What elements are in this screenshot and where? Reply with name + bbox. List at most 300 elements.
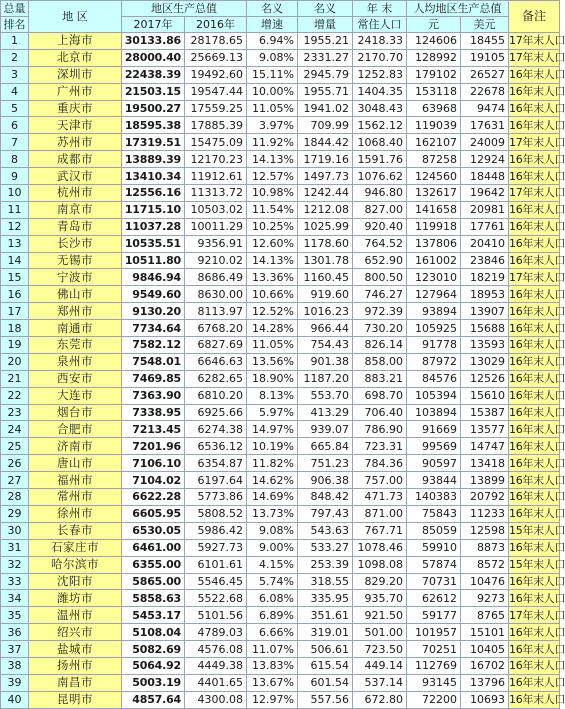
city-cell: 郑州市 — [29, 303, 122, 320]
increment-cell: 1016.23 — [298, 303, 353, 320]
table-row — [1, 438, 560, 455]
rank-cell: 27 — [1, 472, 29, 489]
rank-cell: 25 — [1, 438, 29, 455]
per-capita-yuan-cell: 70251 — [407, 641, 461, 658]
gdp-2017-cell: 7363.90 — [122, 387, 185, 404]
city-cell: 南京市 — [29, 201, 122, 218]
rank-cell: 28 — [1, 489, 29, 506]
per-capita-usd-cell: 15387 — [461, 404, 509, 421]
increment-cell: 1955.21 — [298, 33, 353, 50]
population-cell: 501.00 — [353, 624, 407, 641]
per-capita-usd-cell: 22678 — [461, 83, 509, 100]
city-cell: 成都市 — [29, 151, 122, 168]
per-capita-usd-cell: 9474 — [461, 100, 509, 117]
growth-cell: 12.97% — [247, 691, 298, 708]
header-rank-top: 总量 — [1, 1, 29, 17]
gdp-2017-cell: 6605.95 — [122, 505, 185, 522]
gdp-2017-cell: 13889.39 — [122, 151, 185, 168]
header-percap-yuan: 元 — [407, 17, 461, 33]
rank-cell: 2 — [1, 49, 29, 66]
growth-cell: 14.62% — [247, 472, 298, 489]
per-capita-usd-cell: 15101 — [461, 624, 509, 641]
increment-cell: 533.27 — [298, 539, 353, 556]
gdp-2017-cell: 5108.04 — [122, 624, 185, 641]
rank-cell: 11 — [1, 201, 29, 218]
note-cell: 16年末人口 — [509, 659, 565, 673]
per-capita-yuan-cell: 128992 — [407, 49, 461, 66]
city-cell: 济南市 — [29, 438, 122, 455]
note-cell: 16年末人口 — [509, 85, 565, 99]
per-capita-usd-cell: 26527 — [461, 66, 509, 83]
gdp-2017-cell: 5003.19 — [122, 674, 185, 691]
increment-cell: 919.60 — [298, 286, 353, 303]
growth-cell: 13.56% — [247, 353, 298, 370]
header-region: 地 区 — [29, 1, 122, 33]
increment-cell: 754.43 — [298, 337, 353, 354]
note-cell: 16年末人口 — [509, 693, 565, 707]
rank-cell: 1 — [1, 33, 29, 50]
growth-cell: 10.19% — [247, 438, 298, 455]
rank-cell: 39 — [1, 674, 29, 691]
growth-cell: 11.92% — [247, 134, 298, 151]
rank-cell: 38 — [1, 657, 29, 674]
gdp-2017-cell: 4857.64 — [122, 691, 185, 708]
gdp-2017-cell: 5858.63 — [122, 590, 185, 607]
gdp-2017-cell: 10535.51 — [122, 235, 185, 252]
city-cell: 青岛市 — [29, 218, 122, 235]
city-cell: 深圳市 — [29, 66, 122, 83]
population-cell: 829.20 — [353, 573, 407, 590]
per-capita-usd-cell: 23846 — [461, 252, 509, 269]
table-row — [1, 691, 560, 708]
per-capita-yuan-cell: 123010 — [407, 269, 461, 286]
rank-cell: 8 — [1, 151, 29, 168]
note-cell: 16年末人口 — [509, 541, 565, 555]
per-capita-yuan-cell: 162107 — [407, 134, 461, 151]
table-row — [1, 252, 560, 269]
growth-cell: 8.13% — [247, 387, 298, 404]
per-capita-yuan-cell: 99569 — [407, 438, 461, 455]
note-cell: 15年末人口 — [509, 558, 565, 572]
increment-cell: 848.42 — [298, 489, 353, 506]
city-cell: 沈阳市 — [29, 573, 122, 590]
gdp-2016-cell: 17885.39 — [185, 117, 247, 134]
note-cell: 16年末人口 — [509, 102, 565, 115]
gdp-2017-cell: 12556.16 — [122, 185, 185, 202]
per-capita-yuan-cell: 103894 — [407, 404, 461, 421]
per-capita-yuan-cell: 62612 — [407, 590, 461, 607]
per-capita-yuan-cell: 72200 — [407, 691, 461, 708]
table-row — [1, 641, 560, 658]
population-cell: 827.00 — [353, 201, 407, 218]
growth-cell: 18.90% — [247, 370, 298, 387]
city-cell: 武汉市 — [29, 168, 122, 185]
table-row — [1, 235, 560, 252]
population-cell: 1562.12 — [353, 117, 407, 134]
gdp-2016-cell: 25669.13 — [185, 49, 247, 66]
header-pop-bottom: 常住人口 — [353, 17, 407, 33]
table-row — [1, 573, 560, 590]
gdp-2016-cell: 8686.49 — [185, 269, 247, 286]
gdp-2016-cell: 15475.09 — [185, 134, 247, 151]
gdp-2016-cell: 17559.25 — [185, 100, 247, 117]
increment-cell: 1497.73 — [298, 168, 353, 185]
population-cell: 784.36 — [353, 455, 407, 472]
gdp-2017-cell: 11715.10 — [122, 201, 185, 218]
growth-cell: 5.97% — [247, 404, 298, 421]
gdp-2017-cell: 7469.85 — [122, 370, 185, 387]
per-capita-usd-cell: 8873 — [461, 539, 509, 556]
note-cell: 16年末人口 — [509, 456, 565, 470]
gdp-2016-cell: 9210.02 — [185, 252, 247, 269]
gdp-2016-cell: 5101.56 — [185, 607, 247, 624]
gdp-2016-cell: 6354.87 — [185, 455, 247, 472]
city-cell: 昆明市 — [29, 691, 122, 708]
per-capita-usd-cell: 14747 — [461, 438, 509, 455]
per-capita-usd-cell: 20792 — [461, 489, 509, 506]
city-cell: 温州市 — [29, 607, 122, 624]
growth-cell: 4.15% — [247, 556, 298, 573]
per-capita-yuan-cell: 161002 — [407, 252, 461, 269]
city-cell: 天津市 — [29, 117, 122, 134]
note-cell: 15年末人口 — [509, 524, 565, 538]
gdp-2017-cell: 18595.38 — [122, 117, 185, 134]
header-percap-group: 人均地区生产总值 — [407, 1, 509, 17]
table-row — [1, 320, 560, 337]
note-cell: 16年末人口 — [509, 304, 565, 318]
growth-cell: 14.28% — [247, 320, 298, 337]
increment-cell: 665.84 — [298, 438, 353, 455]
per-capita-usd-cell: 13577 — [461, 421, 509, 438]
per-capita-usd-cell: 18448 — [461, 168, 509, 185]
gdp-2017-cell: 9130.20 — [122, 303, 185, 320]
population-cell: 764.52 — [353, 235, 407, 252]
per-capita-usd-cell: 18953 — [461, 286, 509, 303]
population-cell: 946.80 — [353, 185, 407, 202]
gdp-2017-cell: 7201.96 — [122, 438, 185, 455]
gdp-2016-cell: 6827.69 — [185, 337, 247, 354]
table-row — [1, 337, 560, 354]
rank-cell: 23 — [1, 404, 29, 421]
population-cell: 767.71 — [353, 522, 407, 539]
table-row — [1, 66, 560, 83]
gdp-2017-cell: 9549.60 — [122, 286, 185, 303]
table-row — [1, 489, 560, 506]
table-row — [1, 370, 560, 387]
table-row — [1, 657, 560, 674]
city-cell: 无锡市 — [29, 252, 122, 269]
city-cell: 合肥市 — [29, 421, 122, 438]
gdp-2016-cell: 4449.38 — [185, 657, 247, 674]
table-row — [1, 83, 560, 100]
note-cell: 16年末人口 — [509, 591, 565, 605]
gdp-2016-cell: 4789.03 — [185, 624, 247, 641]
city-cell: 大连市 — [29, 387, 122, 404]
population-cell: 1404.35 — [353, 83, 407, 100]
per-capita-yuan-cell: 87258 — [407, 151, 461, 168]
gdp-2017-cell: 17319.51 — [122, 134, 185, 151]
per-capita-usd-cell: 18219 — [461, 269, 509, 286]
population-cell: 800.50 — [353, 269, 407, 286]
gdp-2016-cell: 5927.73 — [185, 539, 247, 556]
growth-cell: 14.97% — [247, 421, 298, 438]
table-row — [1, 185, 560, 202]
growth-cell: 10.25% — [247, 218, 298, 235]
increment-cell: 351.61 — [298, 607, 353, 624]
per-capita-yuan-cell: 153118 — [407, 83, 461, 100]
growth-cell: 14.13% — [247, 252, 298, 269]
note-cell: 16年末人口 — [509, 422, 565, 436]
table-row — [1, 201, 560, 218]
increment-cell: 1301.78 — [298, 252, 353, 269]
table-row — [1, 387, 560, 404]
gdp-2016-cell: 6197.64 — [185, 472, 247, 489]
gdp-2016-cell: 9356.91 — [185, 235, 247, 252]
per-capita-usd-cell: 19642 — [461, 185, 509, 202]
rank-cell: 21 — [1, 370, 29, 387]
gdp-2016-cell: 6768.20 — [185, 320, 247, 337]
increment-cell: 1025.99 — [298, 218, 353, 235]
header-gdp-group: 地区生产总值 — [122, 1, 247, 17]
gdp-2016-cell: 6925.66 — [185, 404, 247, 421]
gdp-2017-cell: 5453.17 — [122, 607, 185, 624]
per-capita-yuan-cell: 57874 — [407, 556, 461, 573]
note-cell: 16年末人口 — [509, 254, 565, 268]
per-capita-usd-cell: 10476 — [461, 573, 509, 590]
note-cell: 17年末人口 — [509, 51, 565, 65]
increment-cell: 253.39 — [298, 556, 353, 573]
growth-cell: 11.07% — [247, 641, 298, 658]
note-cell: 16年末人口 — [509, 625, 565, 639]
per-capita-usd-cell: 8572 — [461, 556, 509, 573]
per-capita-yuan-cell: 93894 — [407, 303, 461, 320]
increment-cell: 1187.20 — [298, 370, 353, 387]
per-capita-usd-cell: 17631 — [461, 117, 509, 134]
gdp-2016-cell: 6536.12 — [185, 438, 247, 455]
city-cell: 盐城市 — [29, 641, 122, 658]
increment-cell: 797.43 — [298, 505, 353, 522]
per-capita-yuan-cell: 70731 — [407, 573, 461, 590]
table-row — [1, 269, 560, 286]
gdp-2017-cell: 28000.40 — [122, 49, 185, 66]
gdp-2017-cell: 7338.95 — [122, 404, 185, 421]
table-row — [1, 100, 560, 117]
note-cell: 17年末人口 — [509, 608, 565, 622]
growth-cell: 11.82% — [247, 455, 298, 472]
population-cell: 826.14 — [353, 337, 407, 354]
gdp-2017-cell: 7734.64 — [122, 320, 185, 337]
header-growth-top: 名义 — [247, 1, 298, 17]
header-rank-bottom: 排名 — [1, 17, 29, 33]
gdp-2017-cell: 6355.00 — [122, 556, 185, 573]
population-cell: 786.90 — [353, 421, 407, 438]
increment-cell: 1242.44 — [298, 185, 353, 202]
city-cell: 长春市 — [29, 522, 122, 539]
per-capita-usd-cell: 13899 — [461, 472, 509, 489]
per-capita-usd-cell: 13029 — [461, 353, 509, 370]
city-cell: 石家庄市 — [29, 539, 122, 556]
population-cell: 972.39 — [353, 303, 407, 320]
rank-cell: 9 — [1, 168, 29, 185]
city-cell: 南通市 — [29, 320, 122, 337]
city-cell: 西安市 — [29, 370, 122, 387]
city-cell: 佛山市 — [29, 286, 122, 303]
rank-cell: 7 — [1, 134, 29, 151]
note-cell: 17年末人口 — [509, 34, 565, 48]
gdp-2016-cell: 19547.44 — [185, 83, 247, 100]
note-cell: 16年末人口 — [509, 507, 565, 521]
increment-cell: 2945.79 — [298, 66, 353, 83]
city-cell: 哈尔滨市 — [29, 556, 122, 573]
gdp-2016-cell: 10503.02 — [185, 201, 247, 218]
note-cell: 16年末人口 — [509, 118, 565, 132]
gdp-2017-cell: 7548.01 — [122, 353, 185, 370]
per-capita-yuan-cell: 119918 — [407, 218, 461, 235]
population-cell: 1068.40 — [353, 134, 407, 151]
rank-cell: 10 — [1, 185, 29, 202]
note-cell: 16年末人口 — [509, 287, 565, 301]
table-row — [1, 421, 560, 438]
rank-cell: 6 — [1, 117, 29, 134]
population-cell: 746.27 — [353, 286, 407, 303]
increment-cell: 966.44 — [298, 320, 353, 337]
gdp-2017-cell: 5064.92 — [122, 657, 185, 674]
growth-cell: 10.00% — [247, 83, 298, 100]
population-cell: 723.31 — [353, 438, 407, 455]
header-percap-usd: 美元 — [461, 17, 509, 33]
header-gdp-2016: 2016年 — [185, 17, 247, 33]
population-cell: 757.00 — [353, 472, 407, 489]
city-cell: 重庆市 — [29, 100, 122, 117]
population-cell: 1076.62 — [353, 168, 407, 185]
per-capita-yuan-cell: 75843 — [407, 505, 461, 522]
increment-cell: 2331.27 — [298, 49, 353, 66]
note-cell: 16年末人口 — [509, 355, 565, 369]
increment-cell: 1941.02 — [298, 100, 353, 117]
gdp-2016-cell: 6810.20 — [185, 387, 247, 404]
gdp-2017-cell: 22438.39 — [122, 66, 185, 83]
growth-cell: 13.73% — [247, 505, 298, 522]
increment-cell: 1955.71 — [298, 83, 353, 100]
growth-cell: 13.67% — [247, 674, 298, 691]
gdp-2017-cell: 6622.28 — [122, 489, 185, 506]
table-row — [1, 472, 560, 489]
growth-cell: 11.05% — [247, 100, 298, 117]
gdp-2016-cell: 4401.65 — [185, 674, 247, 691]
gdp-2016-cell: 5546.45 — [185, 573, 247, 590]
increment-cell: 615.54 — [298, 657, 353, 674]
table-row — [1, 674, 560, 691]
gdp-2016-cell: 8113.97 — [185, 303, 247, 320]
per-capita-usd-cell: 12598 — [461, 522, 509, 539]
city-cell: 苏州市 — [29, 134, 122, 151]
city-cell: 徐州市 — [29, 505, 122, 522]
note-cell: 17年末人口 — [509, 270, 565, 284]
growth-cell: 10.66% — [247, 286, 298, 303]
header-increment-top: 名义 — [298, 1, 353, 17]
city-cell: 常州市 — [29, 489, 122, 506]
table-row — [1, 404, 560, 421]
per-capita-yuan-cell: 59177 — [407, 607, 461, 624]
rank-cell: 17 — [1, 303, 29, 320]
gdp-2016-cell: 11313.72 — [185, 185, 247, 202]
per-capita-yuan-cell: 141658 — [407, 201, 461, 218]
growth-cell: 9.08% — [247, 49, 298, 66]
table-row — [1, 286, 560, 303]
table-row — [1, 607, 560, 624]
rank-cell: 16 — [1, 286, 29, 303]
table-header — [1, 1, 560, 33]
growth-cell: 13.36% — [247, 269, 298, 286]
population-cell: 1078.46 — [353, 539, 407, 556]
growth-cell: 11.05% — [247, 337, 298, 354]
gdp-2017-cell: 30133.86 — [122, 33, 185, 50]
table-row — [1, 117, 560, 134]
header-gdp-2017: 2017年 — [122, 17, 185, 33]
per-capita-yuan-cell: 91778 — [407, 337, 461, 354]
per-capita-yuan-cell: 93844 — [407, 472, 461, 489]
gdp-2017-cell: 7213.45 — [122, 421, 185, 438]
city-cell: 唐山市 — [29, 455, 122, 472]
population-cell: 2170.70 — [353, 49, 407, 66]
rank-cell: 12 — [1, 218, 29, 235]
growth-cell: 9.08% — [247, 522, 298, 539]
city-cell: 南昌市 — [29, 674, 122, 691]
increment-cell: 906.38 — [298, 472, 353, 489]
growth-cell: 12.57% — [247, 168, 298, 185]
table-row — [1, 455, 560, 472]
note-cell: 16年末人口 — [509, 372, 565, 386]
growth-cell: 3.97% — [247, 117, 298, 134]
rank-cell: 31 — [1, 539, 29, 556]
note-cell: 16年末人口 — [509, 321, 565, 335]
increment-cell: 1178.60 — [298, 235, 353, 252]
header-growth-bottom: 增速 — [247, 17, 298, 33]
note-cell: 17年末人口 — [509, 135, 565, 149]
per-capita-yuan-cell: 105925 — [407, 320, 461, 337]
population-cell: 723.50 — [353, 641, 407, 658]
rank-cell: 29 — [1, 505, 29, 522]
city-cell: 宁波市 — [29, 269, 122, 286]
note-cell: 16年末人口 — [509, 406, 565, 420]
rank-cell: 3 — [1, 66, 29, 83]
note-cell: 16年末人口 — [509, 389, 565, 403]
population-cell: 858.00 — [353, 353, 407, 370]
gdp-2016-cell: 19492.60 — [185, 66, 247, 83]
gdp-2017-cell: 13410.34 — [122, 168, 185, 185]
gdp-2016-cell: 4576.08 — [185, 641, 247, 658]
per-capita-yuan-cell: 90597 — [407, 455, 461, 472]
per-capita-usd-cell: 10405 — [461, 641, 509, 658]
increment-cell: 335.95 — [298, 590, 353, 607]
per-capita-yuan-cell: 112769 — [407, 657, 461, 674]
increment-cell: 751.23 — [298, 455, 353, 472]
increment-cell: 557.56 — [298, 691, 353, 708]
per-capita-usd-cell: 8765 — [461, 607, 509, 624]
gdp-2016-cell: 6282.65 — [185, 370, 247, 387]
population-cell: 883.21 — [353, 370, 407, 387]
gdp-2016-cell: 6101.61 — [185, 556, 247, 573]
growth-cell: 12.52% — [247, 303, 298, 320]
table-row — [1, 624, 560, 641]
gdp-2017-cell: 9846.94 — [122, 269, 185, 286]
note-cell: 16年末人口 — [509, 642, 565, 656]
per-capita-yuan-cell: 105394 — [407, 387, 461, 404]
per-capita-usd-cell: 9273 — [461, 590, 509, 607]
per-capita-usd-cell: 15610 — [461, 387, 509, 404]
increment-cell: 709.99 — [298, 117, 353, 134]
growth-cell: 6.89% — [247, 607, 298, 624]
